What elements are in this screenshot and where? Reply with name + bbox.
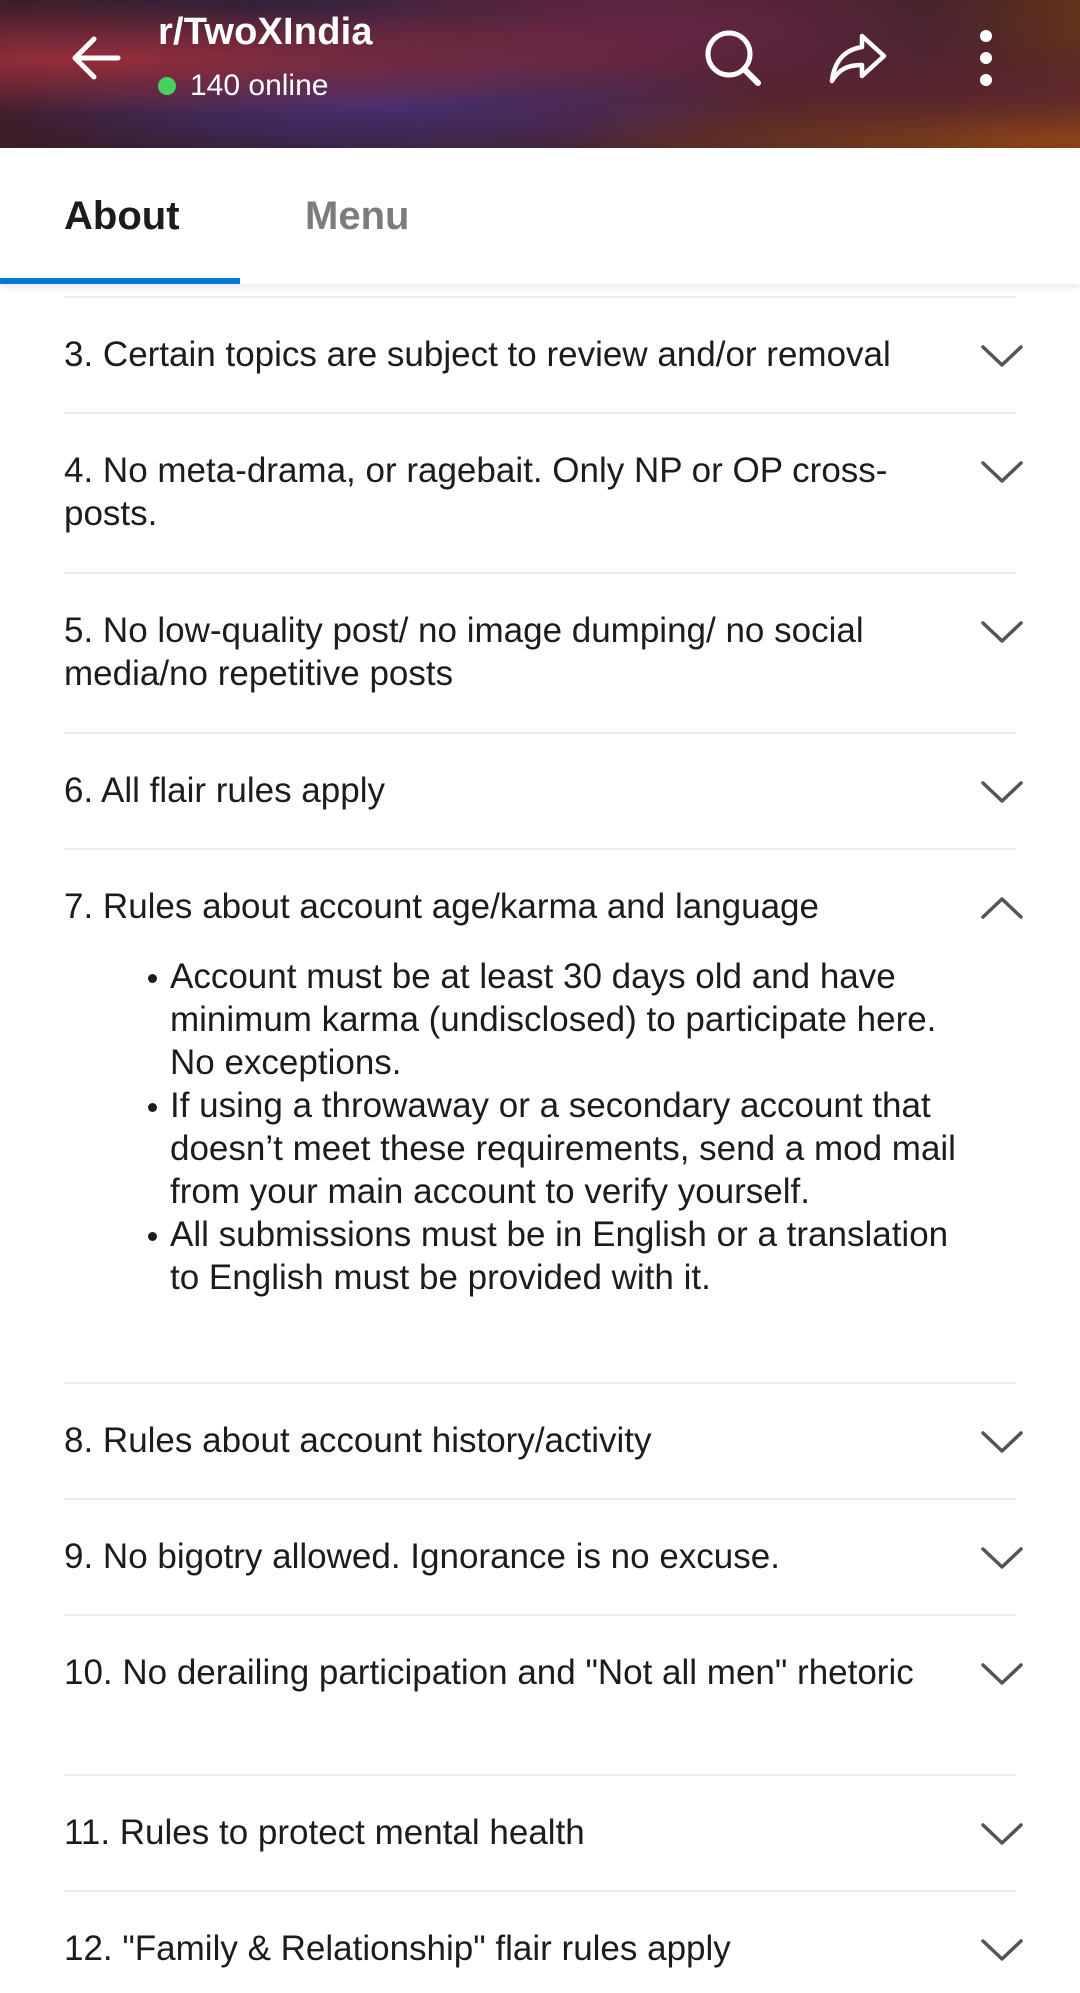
rule-item[interactable]	[64, 1382, 1016, 1498]
title-block	[158, 8, 373, 104]
subreddit-header	[0, 0, 1080, 148]
tab-menu[interactable]: Menu	[305, 194, 410, 238]
rule-item[interactable]	[64, 1774, 1016, 1890]
rule-title: 3. Certain topics are subject to review and/or removal	[64, 335, 891, 374]
rule-title: 10. No derailing participation and "Not all men" rhetoric	[64, 1653, 914, 1692]
subreddit-name[interactable]: r/TwoXIndia	[158, 11, 373, 53]
back-arrow-icon	[66, 28, 126, 88]
share-button[interactable]	[820, 20, 896, 96]
rule-title: 8. Rules about account history/activity	[64, 1421, 652, 1460]
chevron-down-icon	[980, 619, 1024, 645]
rule-expand-toggle[interactable]	[974, 328, 1030, 384]
rule-item[interactable]	[64, 732, 1016, 848]
more-options-button[interactable]	[948, 20, 1024, 96]
rule-item[interactable]	[64, 296, 1016, 412]
online-count-label: 140 online	[190, 69, 329, 102]
chevron-down-icon	[980, 459, 1024, 485]
chevron-down-icon	[980, 343, 1024, 369]
rule-expand-toggle[interactable]	[974, 1414, 1030, 1470]
rule-item-expanded[interactable]	[64, 848, 1016, 1382]
rule-expand-toggle[interactable]	[974, 1806, 1030, 1862]
tab-bar	[0, 148, 1080, 284]
rule-item[interactable]	[64, 1498, 1016, 1614]
rule-detail-item: Account must be at least 30 days old and have minimum karma (undisclosed) to participate here. No exceptions.	[148, 955, 978, 1084]
back-button[interactable]	[58, 20, 134, 96]
rule-item[interactable]	[64, 1890, 1016, 1993]
active-tab-indicator	[0, 278, 240, 284]
rule-title: 9. No bigotry allowed. Ignorance is no excuse.	[64, 1537, 780, 1576]
rule-detail-item: If using a throwaway or a secondary account that doesn’t meet these requirements, send a mod mail from your main account to verify yourself.	[148, 1084, 978, 1213]
rule-expand-toggle[interactable]	[974, 1922, 1030, 1978]
search-icon	[701, 26, 765, 90]
rule-expand-toggle[interactable]	[974, 604, 1030, 660]
share-icon	[826, 26, 890, 90]
rule-title: 6. All flair rules apply	[64, 771, 385, 810]
tab-about[interactable]: About	[64, 194, 180, 238]
rule-title: 7. Rules about account age/karma and language	[64, 887, 819, 926]
rule-item[interactable]	[64, 412, 1016, 572]
search-button[interactable]	[695, 20, 771, 96]
rule-expand-toggle[interactable]	[974, 444, 1030, 500]
chevron-down-icon	[980, 1821, 1024, 1847]
chevron-down-icon	[980, 1937, 1024, 1963]
rule-detail-item: All submissions must be in English or a translation to English must be provided with it.	[148, 1213, 978, 1299]
chevron-up-icon	[980, 895, 1024, 921]
rule-expand-toggle[interactable]	[974, 1646, 1030, 1702]
rule-collapse-toggle[interactable]	[974, 880, 1030, 936]
chevron-down-icon	[980, 1429, 1024, 1455]
rule-expand-toggle[interactable]	[974, 764, 1030, 820]
more-vertical-icon	[971, 26, 1001, 90]
rule-details	[148, 955, 978, 1299]
rule-expand-toggle[interactable]	[974, 1530, 1030, 1586]
rule-title: 11. Rules to protect mental health	[64, 1813, 585, 1852]
online-status-dot	[158, 77, 176, 95]
rule-title: 12. "Family & Relationship" flair rules apply	[64, 1929, 731, 1968]
rule-item[interactable]	[64, 1614, 1016, 1774]
rule-item[interactable]	[64, 572, 1016, 732]
rule-title: 5. No low-quality post/ no image dumping/ no social media/no repetitive posts	[64, 611, 864, 693]
rule-title: 4. No meta-drama, or ragebait. Only NP or OP cross-posts.	[64, 451, 888, 533]
chevron-down-icon	[980, 1661, 1024, 1687]
chevron-down-icon	[980, 779, 1024, 805]
online-count	[158, 68, 373, 104]
chevron-down-icon	[980, 1545, 1024, 1571]
